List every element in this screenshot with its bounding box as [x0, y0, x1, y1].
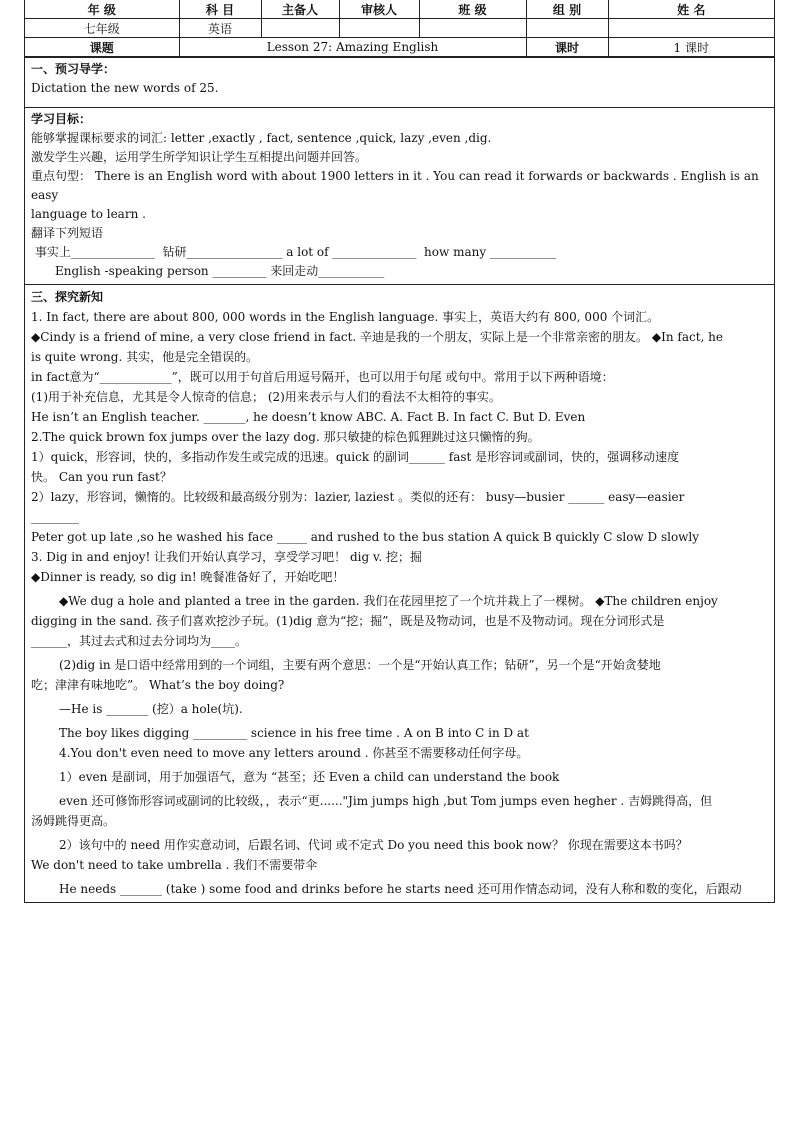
header-table: [25, 0, 774, 57]
preparer-label: 主备人: [261, 0, 339, 19]
explore-line: Peter got up late ,so he washed his face _____ and rushed to the bus station A quick B quickly C slow D slowly: [31, 530, 700, 544]
explore-line: (1)用于补充信息，尤其是令人惊奇的信息； (2)用来表示与人们的看法不太相符的事实。: [31, 390, 501, 404]
explore-line: We don't need to take umbrella . 我们不需要带伞: [31, 858, 318, 872]
explore-line: 汤姆跳得更高。: [31, 814, 116, 828]
section-explore-title: 三、探究新知: [31, 290, 104, 304]
class-label: 班 级: [419, 0, 526, 19]
explore-line: is quite wrong. 其实，他是完全错误的。: [31, 350, 259, 364]
explore-line: 快。 Can you run fast？: [31, 470, 172, 484]
explore-line: ______，其过去式和过去分词均为____。: [31, 634, 248, 648]
explore-line: ◆Dinner is ready, so dig in! 晚餐准备好了，开始吃吧！: [31, 570, 345, 584]
section-preview-title: 一、预习导学：: [31, 62, 116, 76]
grade-value: 七年级: [25, 19, 179, 38]
topic-label: 课题: [25, 38, 179, 57]
explore-line: 1. In fact, there are about 800, 000 words in the English language. 事实上，英语大约有 800, 000 个词汇。: [31, 310, 660, 324]
subject-value: 英语: [179, 19, 261, 38]
section-objectives-title: 学习目标：: [31, 112, 92, 126]
explore-line: He needs _______ (take ) some food and drinks before he starts need 还可用作情态动词，没有人称和数的变化，后跟动: [59, 882, 742, 896]
explore-line: 2）该句中的 need 用作实意动词，后跟名词、代词 或不定式 Do you need this book now？ 你现在需要这本书吗？: [59, 838, 688, 852]
objective-line: 能够掌握课标要求的词汇: letter ,exactly , fact, sentence ,quick, lazy ,even ,dig.: [31, 131, 492, 145]
hours-label: 课时: [526, 38, 608, 57]
subject-label: 科 目: [179, 0, 261, 19]
grade-label: 年 级: [25, 0, 179, 19]
objective-line: 事实上______________ 钻研________________ a lot of ______________ how many ___________: [31, 245, 556, 259]
group-label: 组 别: [526, 0, 608, 19]
reviewer-value[interactable]: [339, 19, 419, 38]
name-label: 姓 名: [608, 0, 774, 19]
explore-line: 3. Dig in and enjoy! 让我们开始认真学习，享受学习吧！ dig v. 挖；掘: [31, 550, 422, 564]
explore-line: 吃；津津有味地吃”。 What’s the boy doing?: [31, 678, 285, 692]
explore-line: He isn’t an English teacher. _______, he doesn’t know ABC. A. Fact B. In fact C. But D. Even: [31, 410, 586, 424]
hours-value: 1 课时: [608, 38, 774, 57]
explore-line: ________: [31, 510, 79, 524]
preparer-value[interactable]: [261, 19, 339, 38]
explore-line: digging in the sand. 孩子们喜欢挖沙子玩。(1)dig 意为“挖；掘”，既是及物动词，也是不及物动词。现在分词形式是: [31, 614, 665, 628]
explore-line: (2)dig in 是口语中经常用到的一个词组，主要有两个意思：一个是“开始认真工作；钻研”，另一个是“开始贪婪地: [59, 658, 661, 672]
explore-line: 4.You don't even need to move any letters around . 你甚至不需要移动任何字母。: [59, 746, 529, 760]
explore-line: even 还可修饰形容词或副词的比较级，，表示“更......"Jim jumps high ,but Tom jumps even hegher . 吉姆跳得高，但: [59, 794, 713, 808]
group-value[interactable]: [526, 19, 608, 38]
explore-line: ◆We dug a hole and planted a tree in the garden. 我们在花园里挖了一个坑并栽上了一棵树。 ◆The children enjoy: [59, 594, 718, 608]
explore-line: 2.The quick brown fox jumps over the lazy dog. 那只敏捷的棕色狐狸跳过这只懒惰的狗。: [31, 430, 540, 444]
section-preview: [25, 57, 774, 107]
explore-line: ◆Cindy is a friend of mine, a very close friend in fact. 辛迪是我的一个朋友，实际上是一个非常亲密的朋友。 ◆In fact, he: [31, 330, 723, 344]
explore-line: in fact意为“____________”，既可以用于句首后用逗号隔开，也可以用于句尾 或句中。常用于以下两种语境：: [31, 370, 614, 384]
explore-line: 1）quick，形容词，快的，多指动作发生或完成的迅速。quick 的副词______ fast 是形容词或副词，快的，强调移动速度: [31, 450, 680, 464]
topic-value: Lesson 27: Amazing English: [179, 38, 526, 57]
objective-line: language to learn .: [31, 207, 146, 221]
objective-line: 重点句型： There is an English word with about 1900 letters in it . You can read it forwards or backwards . English is an easy: [31, 169, 759, 202]
header-row-values: [25, 19, 774, 38]
reviewer-label: 审核人: [339, 0, 419, 19]
objective-line: 激发学生兴趣，运用学生所学知识让学生互相提出问题并回答。: [31, 150, 368, 164]
objective-line: English -speaking person _________ 来回走动___________: [55, 264, 385, 278]
section-preview-line: Dictation the new words of 25.: [31, 81, 219, 95]
section-explore: [25, 284, 774, 902]
explore-line: —He is _______ (挖）a hole(坑).: [59, 702, 243, 716]
objective-line: 翻译下列短语: [31, 226, 104, 240]
section-objectives: [25, 107, 774, 284]
class-value[interactable]: [419, 19, 526, 38]
explore-line: 1）even 是副词，用于加强语气，意为 “甚至；还 Even a child can understand the book: [59, 770, 560, 784]
worksheet: [24, 0, 775, 903]
header-row-topic: [25, 38, 774, 57]
name-value[interactable]: [608, 19, 774, 38]
header-row-labels: [25, 0, 774, 19]
explore-line: The boy likes digging _________ science in his free time . A on B into C in D at: [59, 726, 529, 740]
explore-line: 2）lazy，形容词，懒惰的。比较级和最高级分别为：lazier, laziest 。类似的还有： busy—busier ______ easy—easier: [31, 490, 685, 504]
